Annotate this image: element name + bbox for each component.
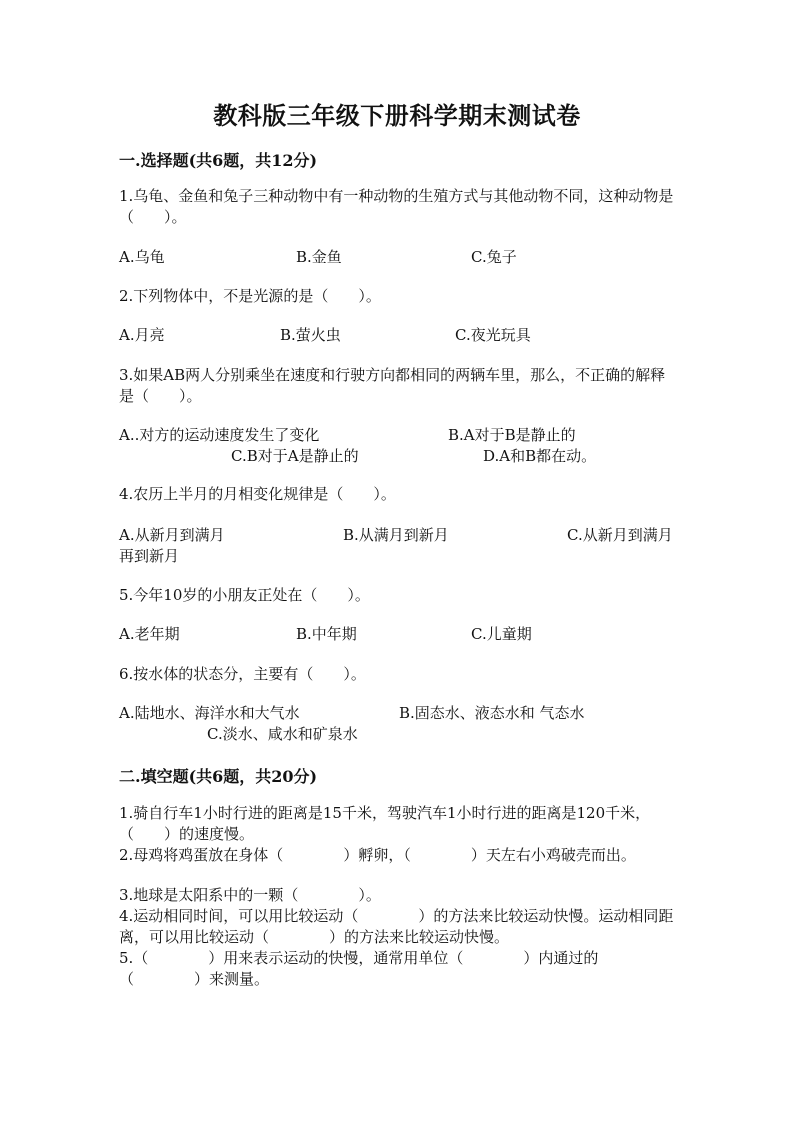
question-2-stem: 2.下列物体中，不是光源的是（ ）。	[119, 287, 381, 305]
question-1-option-a: A.乌龟	[119, 248, 165, 266]
question-3-option-a: A..对方的运动速度发生了变化	[119, 426, 320, 444]
question-2-option-a: A.月亮	[119, 326, 165, 344]
question-5-option-a: A.老年期	[119, 625, 180, 643]
question-1-stem: 1.乌龟、金鱼和兔子三种动物中有一种动物的生殖方式与其他动物不同，这种动物是（ ）。	[119, 187, 674, 226]
question-2-option-b: B.萤火虫	[280, 326, 341, 344]
question-4-option-c: C.从新月到满月再到新月	[119, 526, 673, 565]
question-1-option-b: B.金鱼	[296, 248, 342, 266]
section-2-heading: 二.填空题(共6题，共20分)	[119, 767, 318, 786]
question-6-stem: 6.按水体的状态分，主要有（ ）。	[119, 665, 366, 683]
question-6-option-a: A.陆地水、海洋水和大气水	[119, 704, 300, 722]
page-title: 教科版三年级下册科学期末测试卷	[213, 101, 581, 130]
question-3-option-b: B.A对于B是静止的	[448, 426, 576, 444]
fill-question-5: 5.（ ）用来表示运动的快慢，通常用单位（ ）内通过的（ ）来测量。	[119, 949, 599, 988]
question-5-option-b: B.中年期	[296, 625, 357, 643]
question-2-option-c: C.夜光玩具	[455, 326, 531, 344]
section-1-heading: 一.选择题(共6题，共12分)	[119, 151, 318, 170]
question-3-option-d: D.A和B都在动。	[483, 447, 597, 465]
question-5-option-c: C.儿童期	[471, 625, 532, 643]
question-4-option-b: B.从满月到新月	[343, 526, 449, 544]
fill-question-3: 3.地球是太阳系中的一颗（ ）。	[119, 886, 381, 904]
question-4-stem: 4.农历上半月的月相变化规律是（ ）。	[119, 485, 396, 503]
question-5-stem: 5.今年10岁的小朋友正处在（ ）。	[119, 586, 370, 604]
fill-question-1: 1.骑自行车1小时行进的距离是15千米，驾驶汽车1小时行进的距离是120千米，（ ）的速度慢。	[119, 804, 651, 843]
fill-question-4: 4.运动相同时间，可以用比较运动（ ）的方法来比较运动快慢。运动相同距离，可以用比较运动（ ）的方法来比较运动快慢。	[119, 907, 674, 946]
fill-question-2: 2.母鸡将鸡蛋放在身体（ ）孵卵，（ ）天左右小鸡破壳而出。	[119, 846, 636, 864]
question-3-stem: 3.如果AB两人分别乘坐在速度和行驶方向都相同的两辆车里，那么，不正确的解释是（ ）。	[119, 366, 666, 405]
question-1-option-c: C.兔子	[471, 248, 517, 266]
question-3-option-c: C.B对于A是静止的	[231, 447, 359, 465]
question-6-option-b: B.固态水、液态水和 气态水	[399, 704, 585, 722]
question-4-option-a: A.从新月到满月	[119, 526, 225, 544]
question-6-option-c: C.淡水、咸水和矿泉水	[207, 725, 358, 743]
